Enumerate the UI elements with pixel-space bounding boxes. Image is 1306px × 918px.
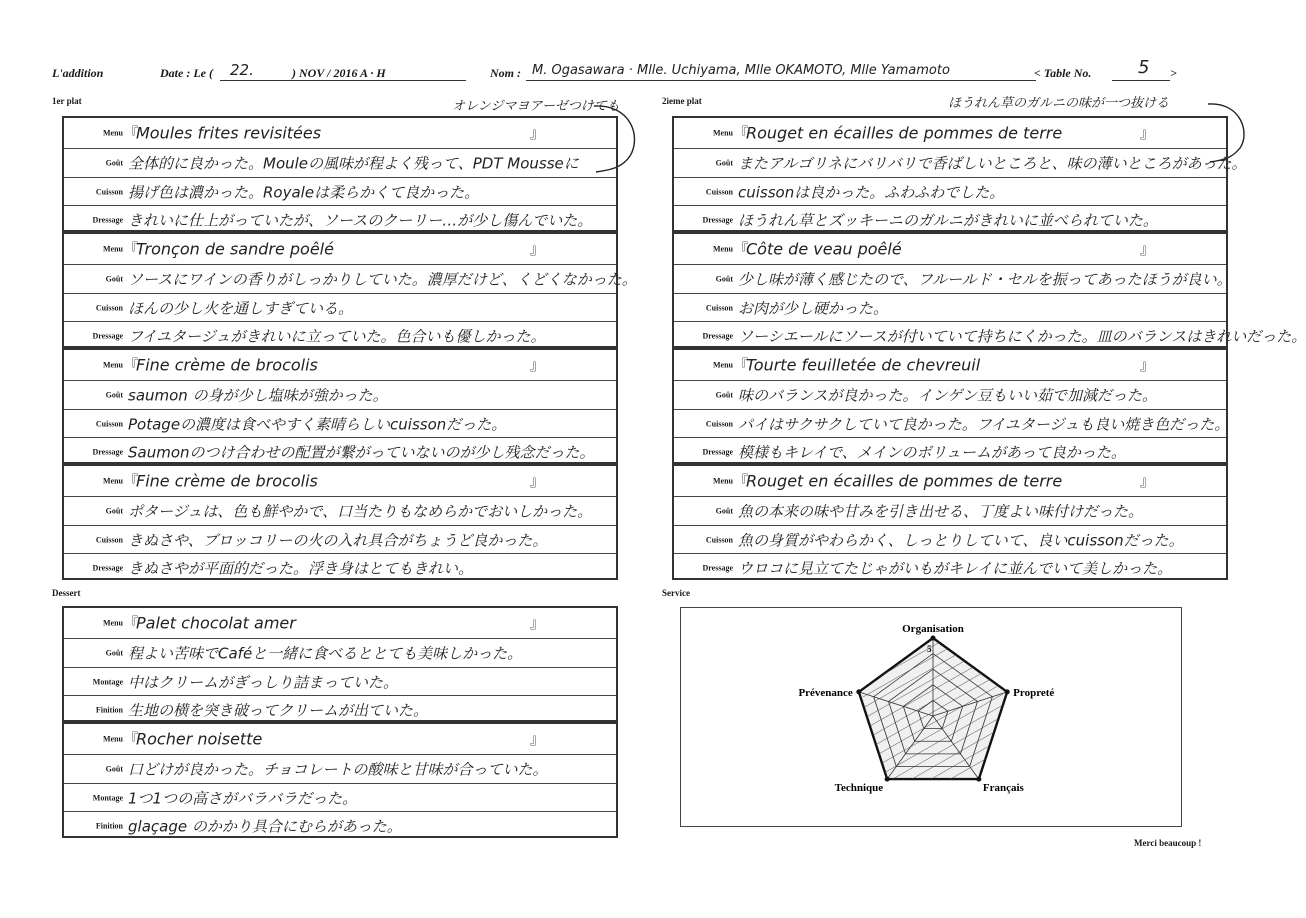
dessert-2-montage-row (64, 783, 616, 811)
dressage-label: Dressage (92, 215, 123, 225)
right-plat-3-menu-value: Tourte feuilletée de chevreuil (746, 355, 981, 375)
menu-open-bracket: 『 (734, 127, 748, 142)
menu-open-bracket: 『 (734, 475, 748, 490)
left-plat-4-menu-row (64, 466, 616, 496)
service-radar-chart (681, 608, 1181, 826)
right-plat-2-dressage-value: ソーシエールにソースが付いていて持ちにくかった。皿のバランスはきれいだった。 (738, 327, 1306, 346)
merci-footer: Merci beaucoup ! (1134, 838, 1202, 848)
menu-open-bracket: 『 (124, 127, 138, 142)
dessert-2-finition-value: glaçage のかかり具合にむらがあった。 (128, 817, 402, 836)
right-plat-3-dressage-row (674, 437, 1226, 466)
left-plat-1-dressage-value: きれいに仕上がっていたが、ソースのクーリー…が少し傷んでいた。 (128, 211, 593, 230)
left-plat-1-block (62, 116, 618, 232)
date-underline (220, 80, 466, 81)
menu-close-bracket: 』 (530, 243, 544, 258)
left-plat-4-block (62, 464, 618, 580)
right-plat-4-dressage-row (674, 553, 1226, 582)
right-plat-4-gout-row (674, 496, 1226, 525)
dressage-label: Dressage (92, 331, 123, 341)
right-plat-1-gout-row (674, 148, 1247, 177)
menu-open-bracket: 『 (734, 243, 748, 258)
right-plat-1-dressage-row (674, 205, 1226, 234)
dessert-1-gout-row (64, 638, 616, 667)
dressage-label: Dressage (702, 447, 733, 457)
table-close: > (1170, 66, 1177, 80)
right-plat-4-cuisson-row (674, 525, 1226, 553)
dessert-2-montage-value: 1つ1つの高さがバラバラだった。 (128, 789, 358, 807)
left-plat-3-gout-value: saumon の身が少し塩味が強かった。 (128, 386, 388, 405)
right-plat-3-cuisson-value: パイはサクサクしていて良かった。フイユタージュも良い焼き色だった。 (738, 415, 1230, 433)
gout-label: Goût (715, 158, 733, 168)
right-plat-2-cuisson-value: お肉が少し硬かった。 (738, 299, 889, 317)
menu-label: Menu (103, 476, 123, 486)
left-plat-1-menu-value: Moules frites revisitées (136, 123, 322, 143)
right-plat-1-cuisson-row (674, 177, 1226, 205)
right-plat-3-block (672, 348, 1228, 464)
menu-open-bracket: 『 (124, 475, 138, 490)
right-plat-3-gout-value: 味のバランスが良かった。インゲン豆もいい茹で加減だった。 (738, 386, 1157, 405)
left-plat-3-menu-row (64, 350, 616, 380)
dessert-1-montage-value: 中はクリームがぎっしり詰まっていた。 (128, 673, 399, 691)
left-plat-3-cuisson-value: Potageの濃度は食べやすく素晴らしいcuissonだった。 (128, 415, 507, 433)
menu-open-bracket: 『 (124, 243, 138, 258)
menu-close-bracket: 』 (530, 617, 544, 632)
left-plat-4-dressage-row (64, 553, 616, 582)
left-plat-2-menu-value: Tronçon de sandre poêlé (136, 239, 334, 259)
left-plat-1-cuisson-value: 揚げ色は濃かった。Royaleは柔らかくて良かった。 (128, 183, 480, 201)
left-plat-2-dressage-row (64, 321, 616, 350)
menu-close-bracket: 』 (1140, 359, 1154, 374)
section-service: Service (662, 588, 690, 598)
montage-label: Montage (92, 793, 123, 802)
right-plat-3-gout-row (674, 380, 1226, 409)
menu-label: Menu (103, 618, 123, 628)
date-day: 22. (230, 61, 254, 79)
dessert-1-finition-row (64, 695, 616, 724)
date-label: Date : Le ( (160, 66, 213, 80)
cuisson-label: Cuisson (705, 535, 733, 544)
dessert-1-menu-value: Palet chocolat amer (136, 613, 296, 633)
section-dessert: Dessert (52, 588, 81, 598)
left-plat-3-cuisson-row (64, 409, 616, 437)
left-plat-1-gout-row (64, 148, 616, 177)
addition-header (52, 57, 1252, 86)
left-plat-3-dressage-value: Saumonのつけ合わせの配置が繋がっていないのが少し残念だった。 (128, 443, 595, 462)
menu-label: Menu (713, 476, 733, 486)
gout-label: Goût (715, 506, 733, 516)
nom-label: Nom : (490, 66, 521, 80)
gout-label: Goût (105, 648, 123, 658)
left-plat-4-cuisson-value: きぬさや、ブロッコリーの火の入れ具合がちょうど良かった。 (128, 531, 548, 549)
left-plat-2-cuisson-value: ほんの少し火を通しすぎている。 (128, 299, 354, 317)
menu-close-bracket: 』 (1140, 475, 1154, 490)
dessert-1-menu-row (64, 608, 616, 638)
right-plat-2-menu-row (674, 234, 1226, 264)
radar-point-5 (856, 689, 861, 694)
left-plat-3-gout-row (64, 380, 616, 409)
right-plat-1-dressage-value: ほうれん草とズッキーニのガルニがきれいに並べられていた。 (738, 211, 1158, 230)
right-plat-2-dressage-row (674, 321, 1306, 350)
note-left: オレンジマヨアーゼつけても (452, 99, 620, 114)
gout-label: Goût (715, 274, 733, 284)
left-plat-1-gout-value: 全体的に良かった。Mouleの風味が程よく残って、PDT Mousseに (128, 154, 579, 173)
gout-label: Goût (105, 390, 123, 400)
left-plat-2-block (62, 232, 637, 348)
table-label: < Table No. (1034, 66, 1092, 80)
dressage-label: Dressage (702, 331, 733, 341)
dessert-2-menu-value: Rocher noisette (136, 729, 263, 749)
radar-axis-label-3: Français (982, 782, 1024, 795)
dessert-1-finition-value: 生地の横を突き破ってクリームが出ていた。 (128, 701, 429, 720)
right-plat-1-cuisson-value: cuissonは良かった。ふわふわでした。 (738, 183, 1005, 201)
dessert-2-gout-value: 口どけが良かった。チョコレートの酸味と甘味が合っていた。 (128, 760, 548, 779)
dessert-2-block (62, 722, 618, 838)
menu-label: Menu (103, 244, 123, 254)
right-plat-2-cuisson-row (674, 293, 1226, 321)
radar-axis-label-2: Propreté (1013, 686, 1055, 699)
menu-label: Menu (103, 734, 123, 744)
table-underline (1112, 80, 1170, 81)
dessert-2-finition-row (64, 811, 616, 840)
radar-axis-label-4: Technique (834, 782, 884, 795)
radar-axis-label-5: Prévenance (798, 686, 853, 699)
menu-open-bracket: 『 (124, 617, 138, 632)
left-plat-2-dressage-value: フイユタージュがきれいに立っていた。色合いも優しかった。 (128, 327, 546, 346)
dessert-1-gout-value: 程よい苦味でCaféと一緒に食べるととても美味しかった。 (128, 644, 523, 663)
gout-label: Goût (715, 390, 733, 400)
section-first-plat: 1er plat (52, 96, 82, 106)
left-plat-3-dressage-row (64, 437, 616, 466)
gout-label: Goût (105, 274, 123, 284)
right-plat-4-dressage-value: ウロコに見立てたじゃがいもがキレイに並んでいて美しかった。 (738, 559, 1173, 578)
left-plat-4-dressage-value: きぬさやが平面的だった。浮き身はとてもきれい。 (128, 559, 474, 578)
menu-open-bracket: 『 (124, 733, 138, 748)
cuisson-label: Cuisson (95, 187, 123, 196)
radar-point-1 (931, 636, 936, 641)
menu-label: Menu (713, 360, 733, 370)
cuisson-label: Cuisson (95, 535, 123, 544)
right-plat-2-gout-value: 少し味が薄く感じたので、フルールド・セルを振ってあったほうが良い。 (738, 270, 1232, 289)
right-plat-4-cuisson-value: 魚の身質がやわらかく、しっとりしていて、良いcuissonだった。 (738, 531, 1184, 549)
nom-underline (526, 80, 1036, 81)
right-plat-4-menu-row (674, 466, 1226, 496)
dressage-label: Dressage (92, 563, 123, 573)
finition-label: Finition (95, 705, 123, 715)
radar-point-2 (1005, 689, 1010, 694)
dessert-1-montage-row (64, 667, 616, 695)
dressage-label: Dressage (702, 215, 733, 225)
right-plat-2-menu-value: Côte de veau poêlé (746, 239, 902, 259)
addition-label: L'addition (52, 66, 104, 80)
left-plat-1-cuisson-row (64, 177, 616, 205)
right-plat-1-gout-value: またアルゴリネにバリバリで香ばしいところと、味の薄いところがあった。 (738, 154, 1247, 173)
left-plat-1-menu-row (64, 118, 616, 148)
right-plat-3-menu-row (674, 350, 1226, 380)
radar-point-3 (976, 777, 981, 782)
radar-axis-label-1: Organisation (902, 623, 964, 635)
left-plat-2-menu-row (64, 234, 616, 264)
dessert-2-menu-row (64, 724, 616, 754)
cuisson-label: Cuisson (95, 303, 123, 312)
dessert-2-gout-row (64, 754, 616, 783)
finition-label: Finition (95, 821, 123, 831)
right-plat-2-block (672, 232, 1306, 348)
menu-open-bracket: 『 (734, 359, 748, 374)
menu-label: Menu (713, 128, 733, 138)
menu-close-bracket: 』 (1140, 127, 1154, 142)
cuisson-label: Cuisson (95, 419, 123, 428)
left-plat-2-gout-row (64, 264, 637, 293)
note-right: ほうれん草のガルニの味が一つ抜ける (948, 96, 1170, 111)
radar-tick-label: 5 (927, 644, 932, 654)
left-plat-3-block (62, 348, 618, 464)
right-plat-3-dressage-value: 模様もキレイで、メインのボリュームがあって良かった。 (738, 443, 1126, 462)
montage-label: Montage (92, 677, 123, 686)
gout-label: Goût (105, 158, 123, 168)
service-box (680, 607, 1182, 827)
menu-open-bracket: 『 (124, 359, 138, 374)
menu-label: Menu (713, 244, 733, 254)
left-plat-2-cuisson-row (64, 293, 616, 321)
left-plat-1-dressage-row (64, 205, 616, 234)
radar-point-4 (885, 777, 890, 782)
right-plat-1-block (672, 116, 1247, 232)
cuisson-label: Cuisson (705, 303, 733, 312)
menu-label: Menu (103, 128, 123, 138)
menu-close-bracket: 』 (1140, 243, 1154, 258)
gout-label: Goût (105, 764, 123, 774)
menu-close-bracket: 』 (530, 127, 544, 142)
left-plat-4-menu-value: Fine crème de brocolis (136, 471, 318, 491)
dressage-label: Dressage (92, 447, 123, 457)
date-rest: ) NOV / 2016 A · H (292, 66, 386, 80)
section-second-plat: 2ieme plat (662, 96, 702, 106)
cuisson-label: Cuisson (705, 419, 733, 428)
menu-close-bracket: 』 (530, 359, 544, 374)
menu-close-bracket: 』 (530, 475, 544, 490)
left-plat-4-gout-row (64, 496, 616, 525)
left-plat-3-menu-value: Fine crème de brocolis (136, 355, 318, 375)
menu-label: Menu (103, 360, 123, 370)
table-number: 5 (1138, 57, 1150, 78)
left-plat-2-gout-value: ソースにワインの香りがしっかりしていた。濃厚だけど、くどくなかった。 (128, 270, 637, 289)
right-plat-1-menu-value: Rouget en écailles de pommes de terre (746, 123, 1063, 143)
cuisson-label: Cuisson (705, 187, 733, 196)
gout-label: Goût (105, 506, 123, 516)
right-plat-4-block (672, 464, 1228, 580)
right-plat-4-menu-value: Rouget en écailles de pommes de terre (746, 471, 1063, 491)
left-plat-4-gout-value: ポタージュは、色も鮮やかで、口当たりもなめらかでおいしかった。 (128, 502, 593, 521)
right-plat-1-menu-row (674, 118, 1226, 148)
menu-close-bracket: 』 (530, 733, 544, 748)
left-plat-4-cuisson-row (64, 525, 616, 553)
right-plat-4-gout-value: 魚の本来の味や甘みを引き出せる、丁度よい味付けだった。 (738, 502, 1144, 521)
nom-value: M. Ogasawara · Mlle. Uchiyama, Mlle OKAMOTO, Mlle Yamamoto (532, 63, 950, 78)
dressage-label: Dressage (702, 563, 733, 573)
right-plat-2-gout-row (674, 264, 1232, 293)
dessert-1-block (62, 606, 618, 722)
right-plat-3-cuisson-row (674, 409, 1230, 437)
